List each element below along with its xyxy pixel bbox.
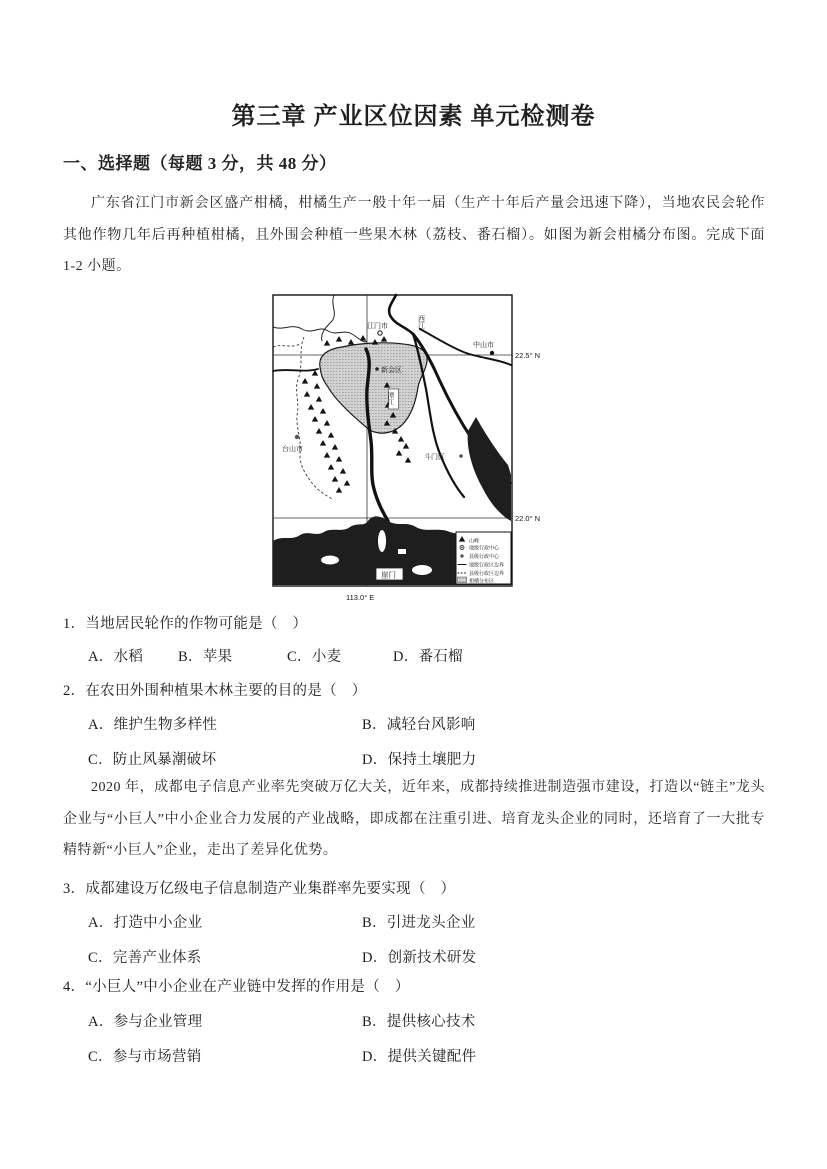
zhongshan-city-marker xyxy=(490,351,494,355)
question-4-option-c: C．参与市场营销 xyxy=(88,1049,202,1065)
question-3-option-c: C．完善产业体系 xyxy=(88,950,202,966)
legend-label-citrus-area: 柑橘分布区 xyxy=(469,578,495,585)
question-1-stem: 1．当地居民轮作的作物可能是（ ） xyxy=(63,616,308,632)
question-4-option-d: D．提供关键配件 xyxy=(362,1049,477,1065)
xinhui-district-marker xyxy=(375,367,379,371)
question-1-option-d: D．番石榴 xyxy=(393,649,463,665)
question-3-option-a: A．打造中小企业 xyxy=(88,915,203,931)
taishan-label: 台山市 xyxy=(282,446,303,453)
xinhui-citrus-map xyxy=(270,289,560,604)
question-1-option-b: B．苹果 xyxy=(178,649,233,665)
question-2-option-b: B．减轻台风影响 xyxy=(362,717,476,733)
question-4-options-row-1 xyxy=(63,1010,765,1031)
legend-label-county-boundary: 县级行政区边界 xyxy=(469,571,505,577)
question-1-options xyxy=(63,645,765,666)
legend-label-county-center: 县级行政中心 xyxy=(469,554,500,560)
question-2-option-c: C．防止风暴潮破坏 xyxy=(88,752,217,768)
jiangmen-label: 江门市 xyxy=(367,323,388,330)
question-4-options-row-2 xyxy=(63,1045,765,1066)
legend-circle-filled-icon xyxy=(460,554,463,557)
xijiang-river-label: 西江 xyxy=(417,315,425,329)
section-heading: 一、选择题（每题 3 分，共 48 分） xyxy=(63,154,337,173)
doumen-label: 斗门区 xyxy=(424,454,445,461)
question-2-stem: 2．在农田外围种植果木林主要的目的是（ ） xyxy=(63,683,367,699)
tanjiang-river-label: 潭江 xyxy=(386,392,394,405)
passage-1: 广东省江门市新会区盛产柑橘，柑橘生产一般十年一届（生产十年后产量会迅速下降），当地农民会轮作其他作物几年后再种植柑橘，且外围会种植一些果木林（荔枝、番石榴）。如图为新会柑橘分布图。完成下面 1-2 小题。 xyxy=(63,196,765,274)
taishan-city-marker xyxy=(295,435,299,439)
question-1-option-a: A．水稻 xyxy=(88,649,144,665)
question-3-option-d: D．创新技术研发 xyxy=(362,950,477,966)
tanjiang-river-label-box xyxy=(387,389,399,409)
question-2-options-row-2 xyxy=(63,748,765,769)
question-3-option-b: B．引进龙头企业 xyxy=(362,915,476,931)
map-svg xyxy=(270,289,560,604)
question-4-option-b: B．提供核心技术 xyxy=(362,1014,476,1030)
passage-2: 2020 年，成都电子信息产业率先突破万亿大关，近年来，成都持续推进制造强市建设，打造以“链主”龙头企业与“小巨人”中小企业合力发展的产业战略，即成都在注重引进、培育龙头企业的同时，还培育了一大批专精特新“小巨人”企业，走出了差异化优势。 xyxy=(63,780,765,858)
jiangmen-city-marker xyxy=(378,331,382,335)
legend-circle-open-dot xyxy=(461,547,462,548)
xinhui-label: 新会区 xyxy=(381,367,402,374)
question-4-option-a: A．参与企业管理 xyxy=(88,1014,203,1030)
legend-label-prefecture-center: 地级行政中心 xyxy=(469,545,500,552)
question-2-option-d: D．保持土壤肥力 xyxy=(362,752,477,768)
latitude-lower-label: 22.0° N xyxy=(515,514,541,523)
map-legend xyxy=(456,532,511,585)
question-3-stem: 3．成都建设万亿级电子信息制造产业集群率先要实现（ ） xyxy=(63,881,456,897)
question-4-stem: 4．“小巨人”中小企业在产业链中发挥的作用是（ ） xyxy=(63,979,410,995)
yamen-label-box xyxy=(376,568,403,580)
legend-area-shaded-icon xyxy=(458,577,467,583)
page-title: 第三章 产业区位因素 单元检测卷 xyxy=(231,104,596,130)
yamen-label: 崖门 xyxy=(381,570,396,580)
question-1-option-c: C．小麦 xyxy=(287,649,342,665)
latitude-upper-label: 22.5° N xyxy=(515,351,541,360)
legend-label-peak: 山峰 xyxy=(469,538,480,545)
legend-label-prefecture-boundary: 地级行政区边界 xyxy=(469,562,505,569)
longitude-label: 113.0° E xyxy=(346,593,375,602)
question-2-options-row-1 xyxy=(63,713,765,734)
question-3-options-row-1 xyxy=(63,911,765,932)
question-3-options-row-2 xyxy=(63,946,765,967)
question-2-option-a: A．维护生物多样性 xyxy=(88,717,218,733)
doumen-district-marker xyxy=(459,454,463,458)
zhongshan-label: 中山市 xyxy=(473,342,494,349)
